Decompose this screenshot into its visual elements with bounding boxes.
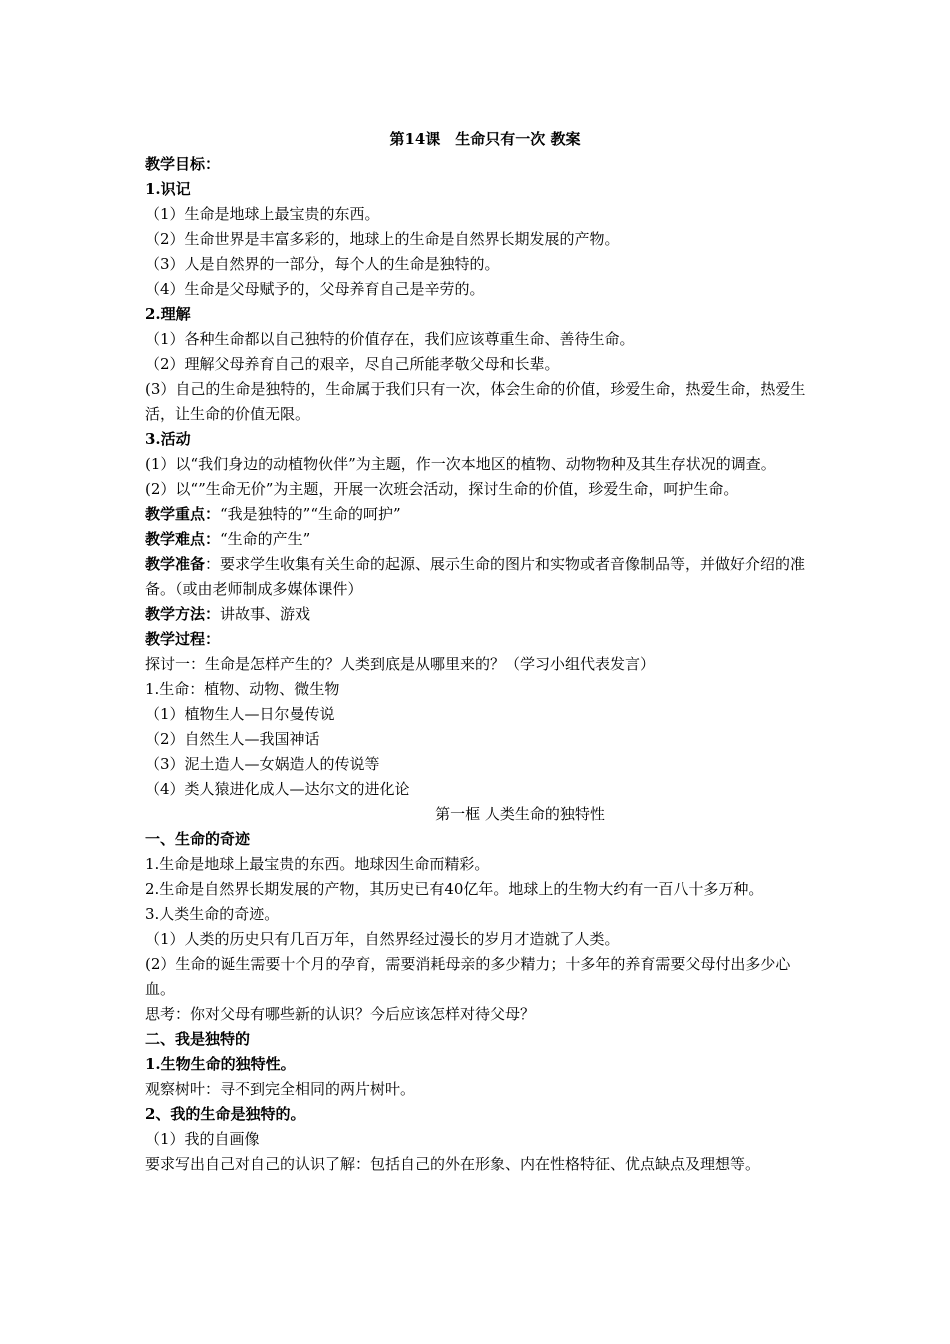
list-item: (1）以“我们身边的动植物伙伴”为主题，作一次本地区的植物、动物物种及其生存状况的调查。 [145, 455, 776, 473]
activity-heading: 3.活动 [145, 430, 191, 448]
key-points-label: 教学重点： [145, 505, 221, 523]
method-label: 教学方法： [145, 605, 221, 623]
frame-title: 第一框 人类生命的独特性 [435, 805, 605, 823]
document-title: 第14课 生命只有一次 教案 [389, 130, 581, 148]
paragraph: 1.生命是地球上最宝贵的东西。地球因生命而精彩。 [145, 855, 490, 873]
understand-heading: 2.理解 [145, 305, 191, 323]
difficulty-text: “生命的产生” [220, 530, 311, 548]
key-points-text: “我是独特的”“生命的呵护” [220, 505, 401, 523]
preparation-label: 教学准备 [145, 555, 206, 573]
difficulty-label: 教学难点： [145, 530, 221, 548]
section1-heading: 一、生命的奇迹 [145, 830, 251, 848]
list-item: （1）各种生命都以自己独特的价值存在，我们应该尊重生命、善待生命。 [145, 330, 635, 348]
recall-heading: 1.识记 [145, 180, 191, 198]
method-text: 讲故事、游戏 [220, 605, 311, 623]
section2-sub2: 2、我的生命是独特的。 [145, 1105, 306, 1123]
list-item: （2）理解父母养育自己的艰辛，尽自己所能孝敬父母和长辈。 [145, 355, 560, 373]
method [145, 602, 815, 627]
list-item: （4）类人猿进化成人—达尔文的进化论 [145, 780, 410, 798]
list-item: （1）生命是地球上最宝贵的东西。 [145, 205, 380, 223]
paragraph: 2.生命是自然界长期发展的产物，其历史已有40亿年。地球上的生物大约有一百八十多万种。 [145, 880, 764, 898]
paragraph: 观察树叶：寻不到完全相同的两片树叶。 [145, 1080, 416, 1098]
think-question: 思考：你对父母有哪些新的认识？今后应该怎样对待父母？ [145, 1005, 536, 1023]
list-item: （3）泥土造人—女娲造人的传说等 [145, 755, 380, 773]
lesson-plan-document [145, 127, 815, 1177]
list-item: (3）自己的生命是独特的，生命属于我们只有一次，体会生命的价值，珍爱生命，热爱生命，热爱生活，让生命的价值无限。 [145, 380, 806, 423]
life-heading: 1.生命：植物、动物、微生物 [145, 680, 340, 698]
preparation [145, 552, 815, 602]
list-item: （4）生命是父母赋予的，父母养育自己是辛劳的。 [145, 280, 485, 298]
list-item: （3）人是自然界的一部分，每个人的生命是独特的。 [145, 255, 500, 273]
paragraph: (2）生命的诞生需要十个月的孕育，需要消耗母亲的多少精力；十多年的养育需要父母付出多少心血。 [145, 955, 791, 998]
paragraph: （1）我的自画像 [145, 1130, 260, 1148]
list-item: (2）以“”生命无价”为主题，开展一次班会活动，探讨生命的价值，珍爱生命，呵护生命。 [145, 480, 739, 498]
paragraph: 要求写出自己对自己的认识了解：包括自己的外在形象、内在性格特征、优点缺点及理想等。 [145, 1155, 761, 1173]
paragraph: 3.人类生命的奇迹。 [145, 905, 280, 923]
list-item: （1）植物生人—日尔曼传说 [145, 705, 335, 723]
discussion-text: 探讨一：生命是怎样产生的？人类到底是从哪里来的？（学习小组代表发言） [145, 655, 656, 673]
paragraph: （1）人类的历史只有几百万年，自然界经过漫长的岁月才造就了人类。 [145, 930, 620, 948]
section2-sub1: 1.生物生命的独特性。 [145, 1055, 296, 1073]
preparation-text: ：要求学生收集有关生命的起源、展示生命的图片和实物或者音像制品等，并做好介绍的准备。（或由老师制成多媒体课件） [145, 555, 806, 598]
list-item: （2）生命世界是丰富多彩的，地球上的生命是自然界长期发展的产物。 [145, 230, 620, 248]
objectives-heading: 教学目标： [145, 155, 221, 173]
section2-heading: 二、我是独特的 [145, 1030, 251, 1048]
process-heading: 教学过程： [145, 630, 221, 648]
key-points [145, 502, 815, 527]
list-item: （2）自然生人—我国神话 [145, 730, 320, 748]
difficulty [145, 527, 815, 552]
